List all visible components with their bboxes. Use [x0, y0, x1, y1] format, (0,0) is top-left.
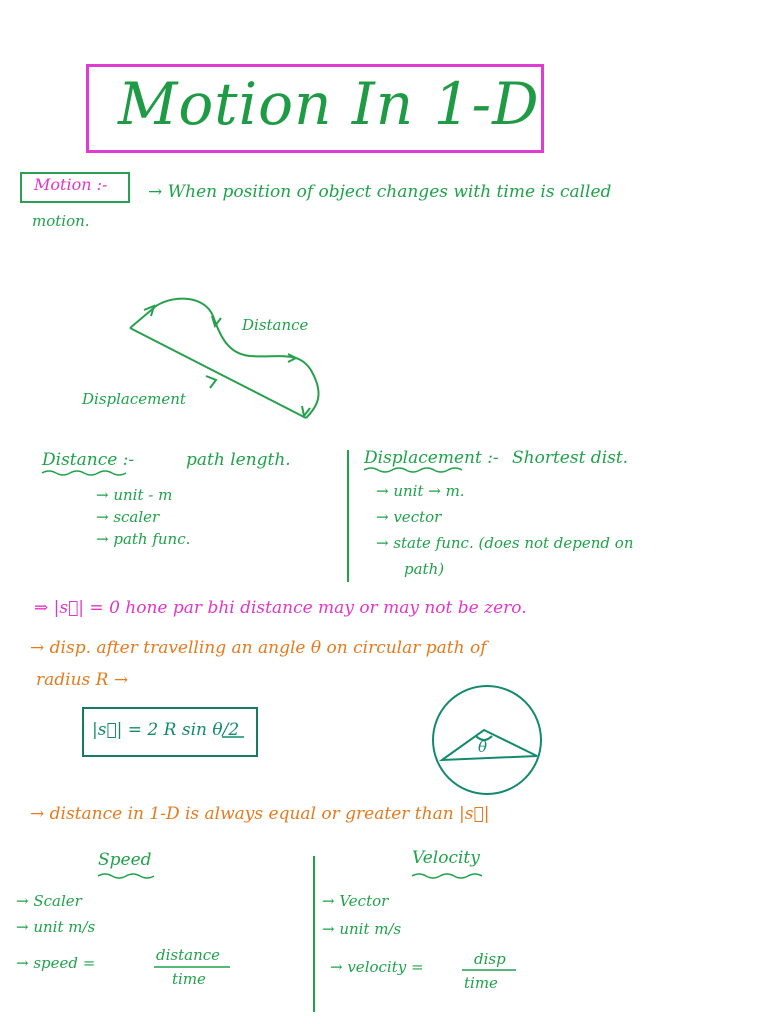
distance-item-unit: → unit - m	[96, 486, 173, 504]
speed-formula-prefix: → speed =	[16, 954, 96, 972]
diagram-distance-label: Distance	[242, 316, 309, 334]
displacement-definition: Shortest dist.	[512, 448, 629, 468]
speed-item-unit: → unit m/s	[16, 918, 96, 936]
circular-note-line1: → disp. after travelling an angle θ on circular path of	[30, 638, 487, 658]
circular-note-line2: radius R →	[36, 670, 129, 690]
motion-definition-line1: → When position of object changes with time is called	[148, 182, 612, 202]
diagram-displacement-label: Displacement	[82, 390, 186, 408]
distance-comparison-note: → distance in 1-D is always equal or greater than |s⃗|	[30, 804, 490, 824]
velocity-underline	[412, 874, 482, 878]
displacement-heading: Displacement :-	[364, 448, 499, 468]
displacement-underline	[364, 468, 462, 472]
speed-formula-numerator: distance	[156, 946, 221, 964]
displacement-item-vector: → vector	[376, 508, 442, 526]
velocity-formula-denominator: time	[464, 974, 498, 992]
circle-angle-label: θ	[478, 738, 488, 756]
speed-underline	[98, 874, 154, 878]
speed-formula-denominator: time	[172, 970, 206, 988]
chord-triangle	[442, 730, 537, 760]
arrow-2	[212, 316, 221, 326]
zero-displacement-note: ⇒ |s⃗| = 0 hone par bhi distance may or may not be zero.	[34, 598, 527, 618]
velocity-item-vector: → Vector	[322, 892, 389, 910]
column-divider-top	[347, 450, 349, 582]
page-title: Motion In 1-D	[118, 70, 540, 138]
velocity-formula-numerator: disp	[474, 950, 506, 968]
distance-heading: Distance :-	[42, 450, 135, 470]
velocity-formula-prefix: → velocity =	[330, 958, 424, 976]
velocity-item-unit: → unit m/s	[322, 920, 402, 938]
distance-definition: path length.	[186, 450, 291, 470]
motion-label: Motion :-	[34, 175, 108, 194]
displacement-formula: |s⃗| = 2 R sin θ/2	[92, 720, 240, 740]
distance-item-scaler: → scaler	[96, 508, 160, 526]
speed-heading: Speed	[98, 850, 152, 870]
speed-item-scaler: → Scaler	[16, 892, 82, 910]
distance-underline	[42, 471, 126, 475]
displacement-item-unit: → unit → m.	[376, 482, 465, 500]
displacement-item-statefunc: → state func. (does not depend on	[376, 534, 634, 552]
column-divider-bottom	[313, 856, 315, 1012]
velocity-heading: Velocity	[412, 848, 480, 868]
displacement-item-path: path)	[404, 560, 445, 578]
distance-item-pathfunc: → path func.	[96, 530, 191, 548]
arrow-5	[206, 376, 216, 388]
motion-definition-line2: motion.	[32, 212, 90, 230]
